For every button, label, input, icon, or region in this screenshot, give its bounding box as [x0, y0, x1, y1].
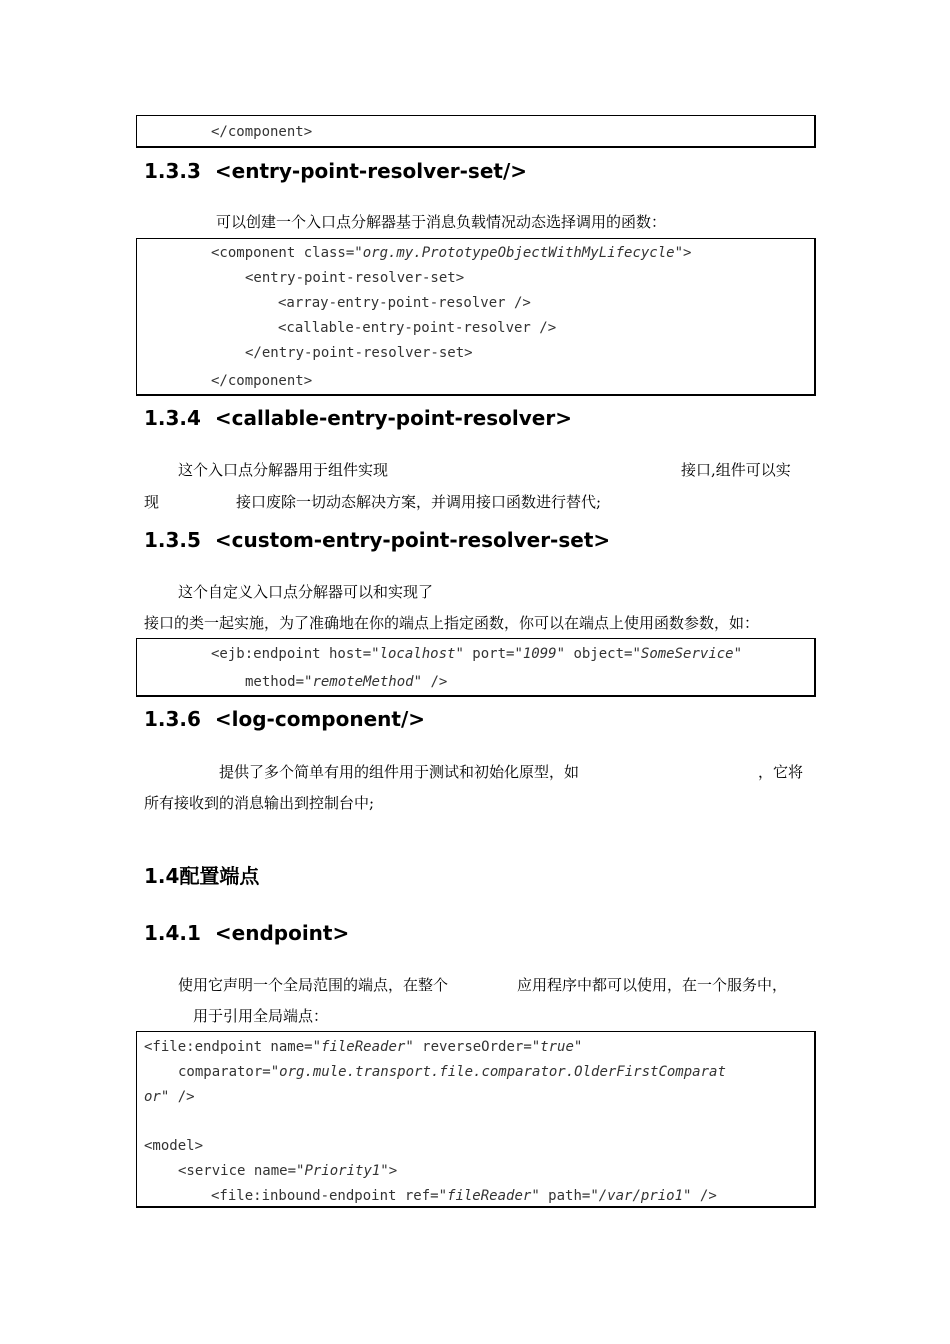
code-block-component-end — [136, 115, 816, 148]
code-line: <service name="Priority1"> — [178, 1163, 398, 1179]
paragraph-1-4-1-line1-end: 应用程序中都可以使用，在一个服务中， — [517, 976, 788, 994]
code-block-file-endpoint — [136, 1031, 816, 1208]
code-line: </entry-point-resolver-set> — [245, 345, 473, 361]
paragraph-1-4-1-line1-start: 使用它声明一个全局范围的端点，在整个 — [178, 976, 449, 994]
heading-1-4-1 — [144, 920, 349, 946]
heading-1-3-6 — [144, 706, 425, 732]
heading-title: 配置端点 — [179, 864, 260, 888]
heading-title: <entry-point-resolver-set/> — [214, 159, 528, 183]
heading-1-4 — [144, 863, 259, 889]
code-line: <entry-point-resolver-set> — [245, 270, 465, 286]
code-block-entry-point-resolver-set — [136, 238, 816, 396]
heading-1-3-3 — [144, 158, 527, 184]
paragraph-1-4-1-line2: 用于引用全局端点： — [193, 1007, 329, 1025]
heading-number: 1.4.1 — [144, 921, 201, 945]
heading-title: <callable-entry-point-resolver> — [214, 406, 572, 430]
paragraph-1-3-3: 可以创建一个入口点分解器基于消息负载情况动态选择调用的函数： — [216, 213, 667, 231]
code-line: <file:inbound-endpoint ref="fileReader" path="/var/prio1" /> — [211, 1188, 717, 1204]
paragraph-1-3-5-line1: 这个自定义入口点分解器可以和实现了 — [178, 583, 434, 601]
heading-1-3-5 — [144, 527, 610, 553]
code-line: </component> — [211, 373, 313, 389]
code-line: <array-entry-point-resolver /> — [278, 295, 531, 311]
code-block-ejb-endpoint — [136, 638, 816, 697]
code-line: <callable-entry-point-resolver /> — [278, 320, 557, 336]
paragraph-1-3-6-line1-end: ，它将 — [758, 763, 804, 781]
heading-number: 1.4 — [144, 864, 180, 888]
code-line: <ejb:endpoint host="localhost" port="1099" object="SomeService" — [211, 646, 743, 662]
paragraph-1-3-6-line1-start: 提供了多个简单有用的组件用于测试和初始化原型，如 — [219, 763, 580, 781]
heading-number: 1.3.3 — [144, 159, 201, 183]
heading-title: <log-component/> — [214, 707, 426, 731]
code-line: <model> — [144, 1138, 204, 1154]
code-line: <component class="org.my.PrototypeObjectWithMyLifecycle"> — [211, 245, 692, 261]
heading-number: 1.3.5 — [144, 528, 201, 552]
paragraph-1-3-4-line2-start: 现 — [144, 493, 160, 511]
heading-number: 1.3.6 — [144, 707, 201, 731]
heading-1-3-4 — [144, 405, 572, 431]
paragraph-1-3-6-line2: 所有接收到的消息输出到控制台中; — [144, 794, 375, 812]
code-line: <file:endpoint name="fileReader" reverseOrder="true" — [144, 1039, 583, 1055]
paragraph-1-3-5-line2: 接口的类一起实施，为了准确地在你的端点上指定函数，你可以在端点上使用函数参数，如： — [144, 614, 760, 632]
code-line: </component> — [211, 124, 313, 140]
paragraph-1-3-4-line2-end: 接口废除一切动态解决方案，并调用接口函数进行替代; — [236, 493, 602, 511]
paragraph-1-3-4-line1-start: 这个入口点分解器用于组件实现 — [178, 461, 389, 479]
heading-number: 1.3.4 — [144, 406, 201, 430]
code-line: method="remoteMethod" /> — [245, 674, 448, 690]
heading-title: <custom-entry-point-resolver-set> — [214, 528, 611, 552]
code-line: or" /> — [144, 1089, 195, 1105]
heading-title: <endpoint> — [214, 921, 350, 945]
paragraph-1-3-4-line1-end: 接口,组件可以实 — [681, 461, 791, 479]
code-line: comparator="org.mule.transport.file.comparator.OlderFirstComparat — [178, 1064, 726, 1080]
